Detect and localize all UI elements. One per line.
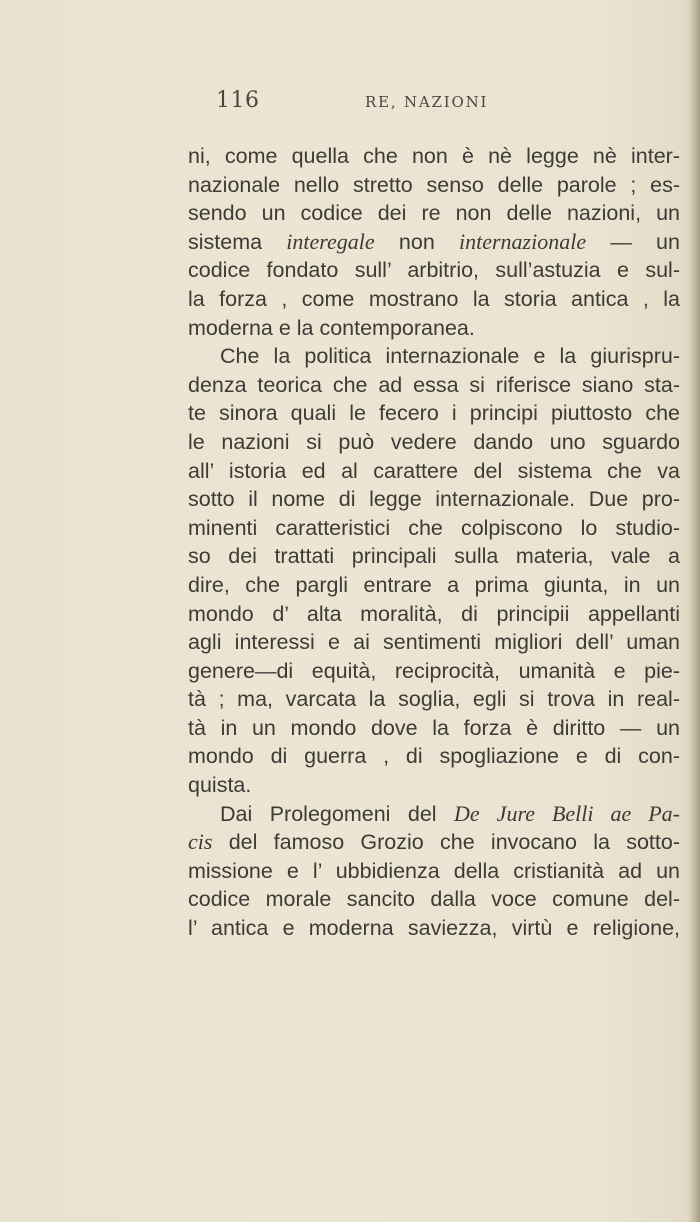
text-line: tà ; ma, varcata la soglia, egli si trova in real- [188, 687, 680, 712]
text-line: ni, come quella che non è nè legge nè inter- [188, 144, 680, 168]
text-line: moderna e la contemporanea. [188, 315, 475, 340]
text-line: mondo di guerra , di spogliazione e di con- [188, 744, 680, 769]
text-line: cis del famoso Grozio che invocano la sotto- [188, 829, 680, 855]
text-line: agli interessi e ai sentimenti migliori dell’ uman [188, 630, 680, 655]
text-line: codice morale sancito dalla voce comune del- [188, 887, 680, 912]
text-line: nazionale nello stretto senso delle parole ; es- [188, 172, 680, 197]
text-line: la forza , come mostrano la storia antica , la [188, 286, 680, 311]
italic-title: cis [188, 829, 213, 855]
italic-term: interegale [286, 228, 375, 254]
text-line: Dai Prolegomeni del De Jure Belli ae Pa- [220, 800, 680, 826]
body-text [188, 142, 680, 943]
text-line: sendo un codice dei re non delle nazioni, un [188, 201, 680, 226]
text-line: mondo d’ alta moralità, di principii appellanti [188, 601, 680, 626]
text-line: tà in un mondo dove la forza è diritto — un [188, 715, 680, 740]
text-line: Che la politica internazionale e la giurispru- [220, 344, 680, 369]
text-line: codice fondato sull’ arbitrio, sull’astuzia e sul- [188, 258, 680, 283]
text-line: denza teorica che ad essa si riferisce siano sta- [188, 372, 680, 397]
text-line: quista. [188, 773, 252, 798]
page-edge [690, 0, 700, 1222]
text-line: sistema interegale non internazionale — un [188, 228, 680, 254]
text-line: missione e l’ ubbidienza della cristianità ad un [188, 858, 680, 883]
italic-term: internazionale [459, 228, 587, 254]
text-line: sotto il nome di legge internazionale. Due pro- [188, 487, 680, 512]
text-line: all’ istoria ed al carattere del sistema che va [188, 458, 680, 483]
text-line: le nazioni si può vedere dando uno sguardo [188, 429, 680, 454]
page-number: 116 [216, 88, 260, 113]
text-line: so dei trattati principali sulla materia, vale a [188, 544, 680, 569]
text-line: dire, che pargli entrare a prima giunta, in un [188, 572, 680, 597]
text-line: minenti caratteristici che colpiscono lo studio- [188, 515, 680, 540]
italic-title: De Jure Belli ae Pa- [454, 800, 680, 826]
text-line: l’ antica e moderna saviezza, virtù e religione, [188, 916, 680, 941]
text-line: te sinora quali le fecero i principi piuttosto che [188, 401, 680, 426]
text-line: genere—di equità, reciprocità, umanità e pie- [188, 658, 680, 683]
running-head: RE, NAZIONI [365, 93, 489, 111]
page-header [0, 88, 700, 118]
